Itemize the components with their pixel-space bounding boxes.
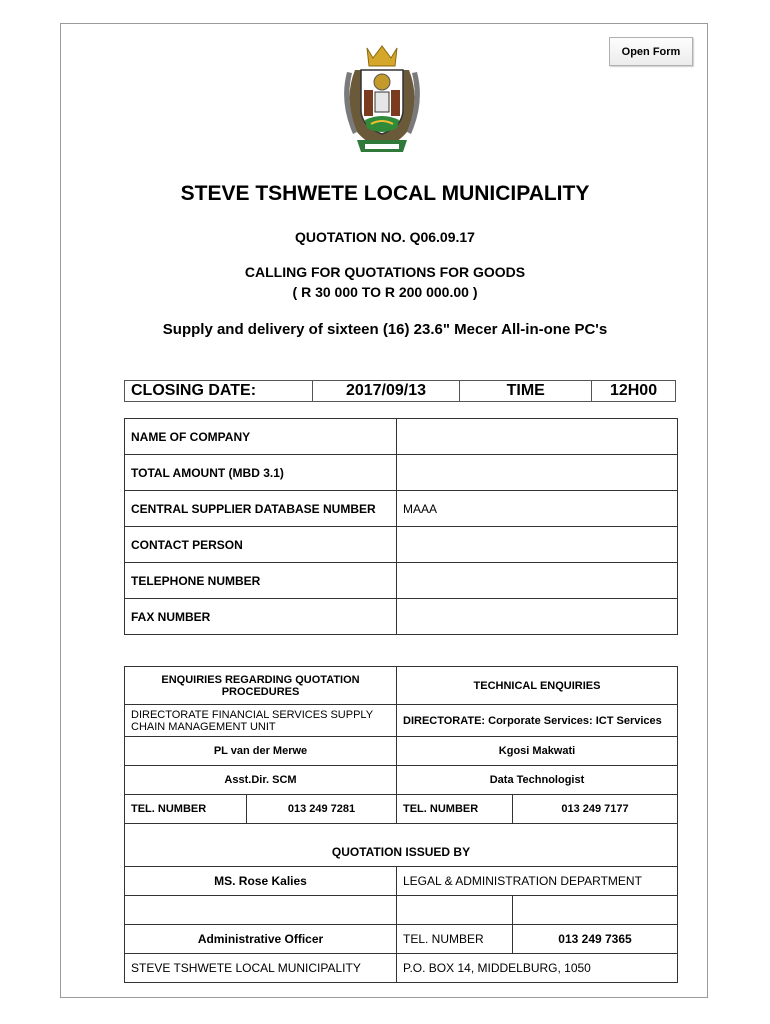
technical-tel: 013 249 7177 <box>513 795 678 824</box>
table-row <box>125 563 678 599</box>
closing-date-label: CLOSING DATE: <box>125 381 313 402</box>
company-row-label: FAX NUMBER <box>125 599 397 635</box>
technical-contact-title: Data Technologist <box>397 766 678 795</box>
closing-date-table <box>124 380 676 402</box>
tel-label: TEL. NUMBER <box>125 795 247 824</box>
closing-date-value: 2017/09/13 <box>312 381 460 402</box>
municipal-crest-icon <box>337 40 427 160</box>
contact-person-field[interactable] <box>397 527 678 563</box>
table-row <box>125 455 678 491</box>
tel-label: TEL. NUMBER <box>397 795 513 824</box>
csd-number-field[interactable]: MAAA <box>397 491 678 527</box>
company-row-label: NAME OF COMPANY <box>125 419 397 455</box>
procedures-department: DIRECTORATE FINANCIAL SERVICES SUPPLY CHAIN MANAGEMENT UNIT <box>125 705 397 737</box>
procedures-contact-name: PL van der Merwe <box>125 737 397 766</box>
company-row-label: CENTRAL SUPPLIER DATABASE NUMBER <box>125 491 397 527</box>
issuer-tel: 013 249 7365 <box>513 925 678 954</box>
procedures-tel: 013 249 7281 <box>247 795 397 824</box>
table-row <box>125 527 678 563</box>
issuer-role: Administrative Officer <box>125 925 397 954</box>
technical-contact-name: Kgosi Makwati <box>397 737 678 766</box>
issued-by-heading: QUOTATION ISSUED BY <box>125 839 678 867</box>
technical-department: DIRECTORATE: Corporate Services: ICT Services <box>397 705 678 737</box>
quotation-description: Supply and delivery of sixteen (16) 23.6" Mecer All-in-one PC's <box>162 321 608 338</box>
table-row <box>125 491 678 527</box>
calling-line-1: CALLING FOR QUOTATIONS FOR GOODS <box>244 264 526 280</box>
calling-line-2: ( R 30 000 TO R 200 000.00 ) <box>292 284 478 300</box>
total-amount-field[interactable] <box>397 455 678 491</box>
table-row <box>125 419 678 455</box>
telephone-number-field[interactable] <box>397 563 678 599</box>
open-form-button[interactable]: Open Form <box>609 37 693 66</box>
closing-time-value: 12H00 <box>592 381 676 402</box>
table-row <box>125 599 678 635</box>
closing-time-label: TIME <box>460 381 592 402</box>
company-row-label: TOTAL AMOUNT (MBD 3.1) <box>125 455 397 491</box>
issuer-name: MS. Rose Kalies <box>125 867 397 896</box>
company-details-table <box>124 418 678 635</box>
issuer-tel-label: TEL. NUMBER <box>397 925 513 954</box>
issuer-organisation: STEVE TSHWETE LOCAL MUNICIPALITY <box>125 954 397 983</box>
technical-enquiries-header: TECHNICAL ENQUIRIES <box>397 667 678 705</box>
municipality-title: STEVE TSHWETE LOCAL MUNICIPALITY <box>180 182 590 205</box>
quotation-number: QUOTATION NO. Q06.09.17 <box>295 229 475 245</box>
procedures-contact-title: Asst.Dir. SCM <box>125 766 397 795</box>
procedures-enquiries-header: ENQUIRIES REGARDING QUOTATION PROCEDURES <box>125 667 397 705</box>
company-name-field[interactable] <box>397 419 678 455</box>
issuer-department: LEGAL & ADMINISTRATION DEPARTMENT <box>397 867 678 896</box>
company-row-label: TELEPHONE NUMBER <box>125 563 397 599</box>
enquiries-table <box>124 666 678 983</box>
company-row-label: CONTACT PERSON <box>125 527 397 563</box>
fax-number-field[interactable] <box>397 599 678 635</box>
issuer-address: P.O. BOX 14, MIDDELBURG, 1050 <box>397 954 678 983</box>
